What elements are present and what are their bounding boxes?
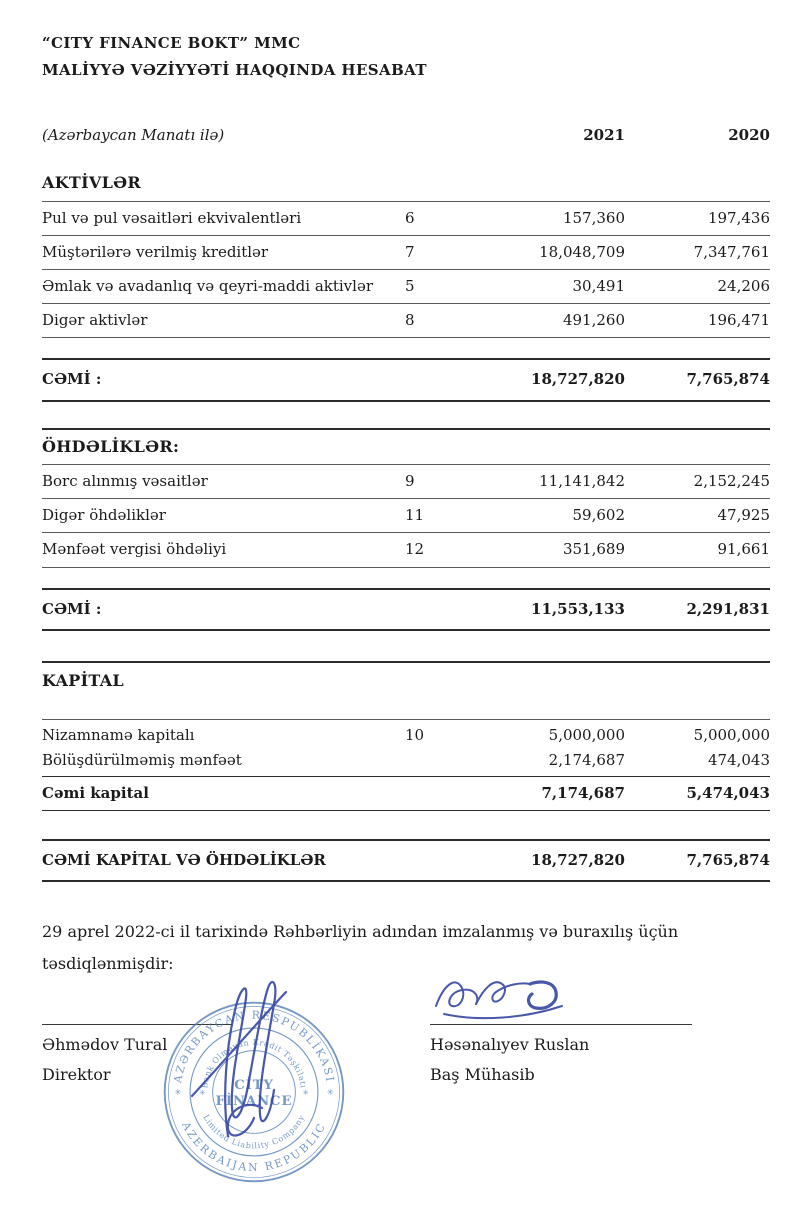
table-row — [42, 202, 770, 236]
approval-text: 29 aprel 2022-ci il tarixində Rəhbərliyin adından imzalanmış və buraxılış üçün təsdiqlənmişdir: — [42, 922, 679, 973]
row-value-2020: 2,152,245 — [693, 472, 770, 491]
row-note: 9 — [405, 472, 415, 491]
signature-left-ink — [170, 968, 300, 1143]
signatory-name: Əhmədov Tural — [42, 1035, 168, 1054]
stamp-outer-bottom-text: AZERBAIJAN REPUBLIC — [179, 1119, 329, 1174]
row-label: Nizamnamə kapitalı — [42, 726, 195, 745]
stamp-outer-top-text: AZƏRBAYCAN RESPUBLİKASI — [171, 1008, 337, 1084]
stamp-inner-bottom-text: Limited Liability Company — [201, 1113, 307, 1151]
stamp-star-icon: ✳ — [199, 1087, 206, 1097]
row-note: 6 — [405, 208, 415, 227]
company-name: “CITY FINANCE BOKT” MMC — [42, 34, 301, 52]
row-value-2021: 351,689 — [562, 540, 625, 559]
stamp-center-line2: FİNANCE — [215, 1094, 293, 1110]
row-label: Digər aktivlər — [42, 311, 148, 330]
document-header — [42, 34, 770, 79]
signatory-title: Direktor — [42, 1065, 111, 1084]
total-label: CƏMİ : — [42, 370, 102, 389]
section-heading-equity — [42, 661, 770, 705]
row-label: Pul və pul vəsaitləri ekvivalentləri — [42, 208, 302, 227]
table-row — [42, 499, 770, 533]
total-label: CƏMİ : — [42, 599, 102, 618]
section-heading-label: AKTİVLƏR — [42, 173, 142, 193]
total-value-2021: 7,174,687 — [541, 783, 625, 802]
table-row — [42, 533, 770, 567]
row-value-2021: 18,048,709 — [539, 242, 625, 261]
columns-header — [42, 119, 770, 152]
signatory-name: Həsənalıyev Ruslan — [430, 1035, 590, 1054]
row-value-2021: 59,602 — [572, 506, 625, 525]
page-title: MALİYYƏ VƏZİYYƏTİ HAQQINDA HESABAT — [42, 61, 427, 79]
section-heading-assets — [42, 166, 770, 201]
row-value-2021: 2,174,687 — [548, 751, 625, 770]
row-note: 11 — [405, 506, 425, 525]
stamp-star-icon: ✳ — [174, 1086, 182, 1097]
row-note: 5 — [405, 277, 415, 296]
total-value-2021: 18,727,820 — [531, 370, 625, 389]
table-row — [42, 465, 770, 499]
total-value-2020: 7,765,874 — [686, 370, 770, 389]
table-row — [42, 270, 770, 304]
row-label: Bölüşdürülməmiş mənfəət — [42, 751, 242, 770]
stamp-inner-top-text: Bank Olmayan Kredit Təşkilatı — [200, 1037, 308, 1089]
row-label: Borc alınmış vəsaitlər — [42, 472, 208, 491]
table-row — [42, 719, 770, 749]
approval-section — [42, 916, 770, 1218]
equity-total-row — [42, 776, 770, 811]
table-row — [42, 304, 770, 338]
row-value-2020: 24,206 — [717, 277, 770, 296]
row-value-2021: 5,000,000 — [548, 726, 625, 745]
row-label: Digər öhdəliklər — [42, 506, 166, 525]
table-row — [42, 236, 770, 270]
column-year-2020: 2020 — [728, 126, 770, 144]
row-note: 8 — [405, 311, 415, 330]
section-heading-label: ÖHDƏLİKLƏR: — [42, 436, 180, 456]
row-label: Müştərilərə verilmiş kreditlər — [42, 242, 269, 261]
liabilities-total-row — [42, 588, 770, 631]
total-value-2020: 2,291,831 — [686, 599, 770, 618]
column-year-2021: 2021 — [583, 126, 625, 144]
total-value-2021: 11,553,133 — [531, 599, 625, 618]
total-value-2020: 5,474,043 — [686, 783, 770, 802]
row-note: 10 — [405, 726, 425, 745]
assets-total-row — [42, 358, 770, 401]
row-value-2021: 30,491 — [572, 277, 625, 296]
section-heading-liabilities — [42, 428, 770, 465]
row-value-2020: 7,347,761 — [693, 242, 770, 261]
stamp-center-line1: CİTY — [234, 1078, 274, 1094]
row-note: 12 — [405, 540, 425, 559]
row-value-2020: 91,661 — [717, 540, 770, 559]
row-value-2021: 491,260 — [562, 311, 625, 330]
total-value-2021: 18,727,820 — [531, 850, 625, 869]
signatory-title: Baş Mühasib — [430, 1065, 535, 1084]
row-value-2020: 197,436 — [707, 208, 770, 227]
stamp-star-icon: ✳ — [302, 1087, 309, 1097]
row-note: 7 — [405, 242, 415, 261]
row-label: Mənfəət vergisi öhdəliyi — [42, 540, 227, 559]
signature-right-ink — [430, 968, 580, 1028]
row-value-2020: 5,000,000 — [693, 726, 770, 745]
signatory-right — [430, 1024, 692, 1084]
total-label: Cəmi kapital — [42, 783, 149, 802]
row-value-2021: 11,141,842 — [539, 472, 625, 491]
total-label: CƏMİ KAPİTAL VƏ ÖHDƏLİKLƏR — [42, 850, 326, 869]
row-value-2021: 157,360 — [562, 208, 625, 227]
currency-note: (Azərbaycan Manatı ilə) — [42, 126, 225, 144]
total-value-2020: 7,765,874 — [686, 850, 770, 869]
stamp-star-icon: ✳ — [326, 1086, 334, 1097]
table-row — [42, 749, 770, 775]
row-value-2020: 47,925 — [717, 506, 770, 525]
section-heading-label: KAPİTAL — [42, 670, 124, 690]
row-value-2020: 474,043 — [707, 751, 770, 770]
row-value-2020: 196,471 — [707, 311, 770, 330]
row-label: Əmlak və avadanlıq və qeyri-maddi aktivlər — [42, 277, 373, 296]
grand-total-row — [42, 839, 770, 882]
